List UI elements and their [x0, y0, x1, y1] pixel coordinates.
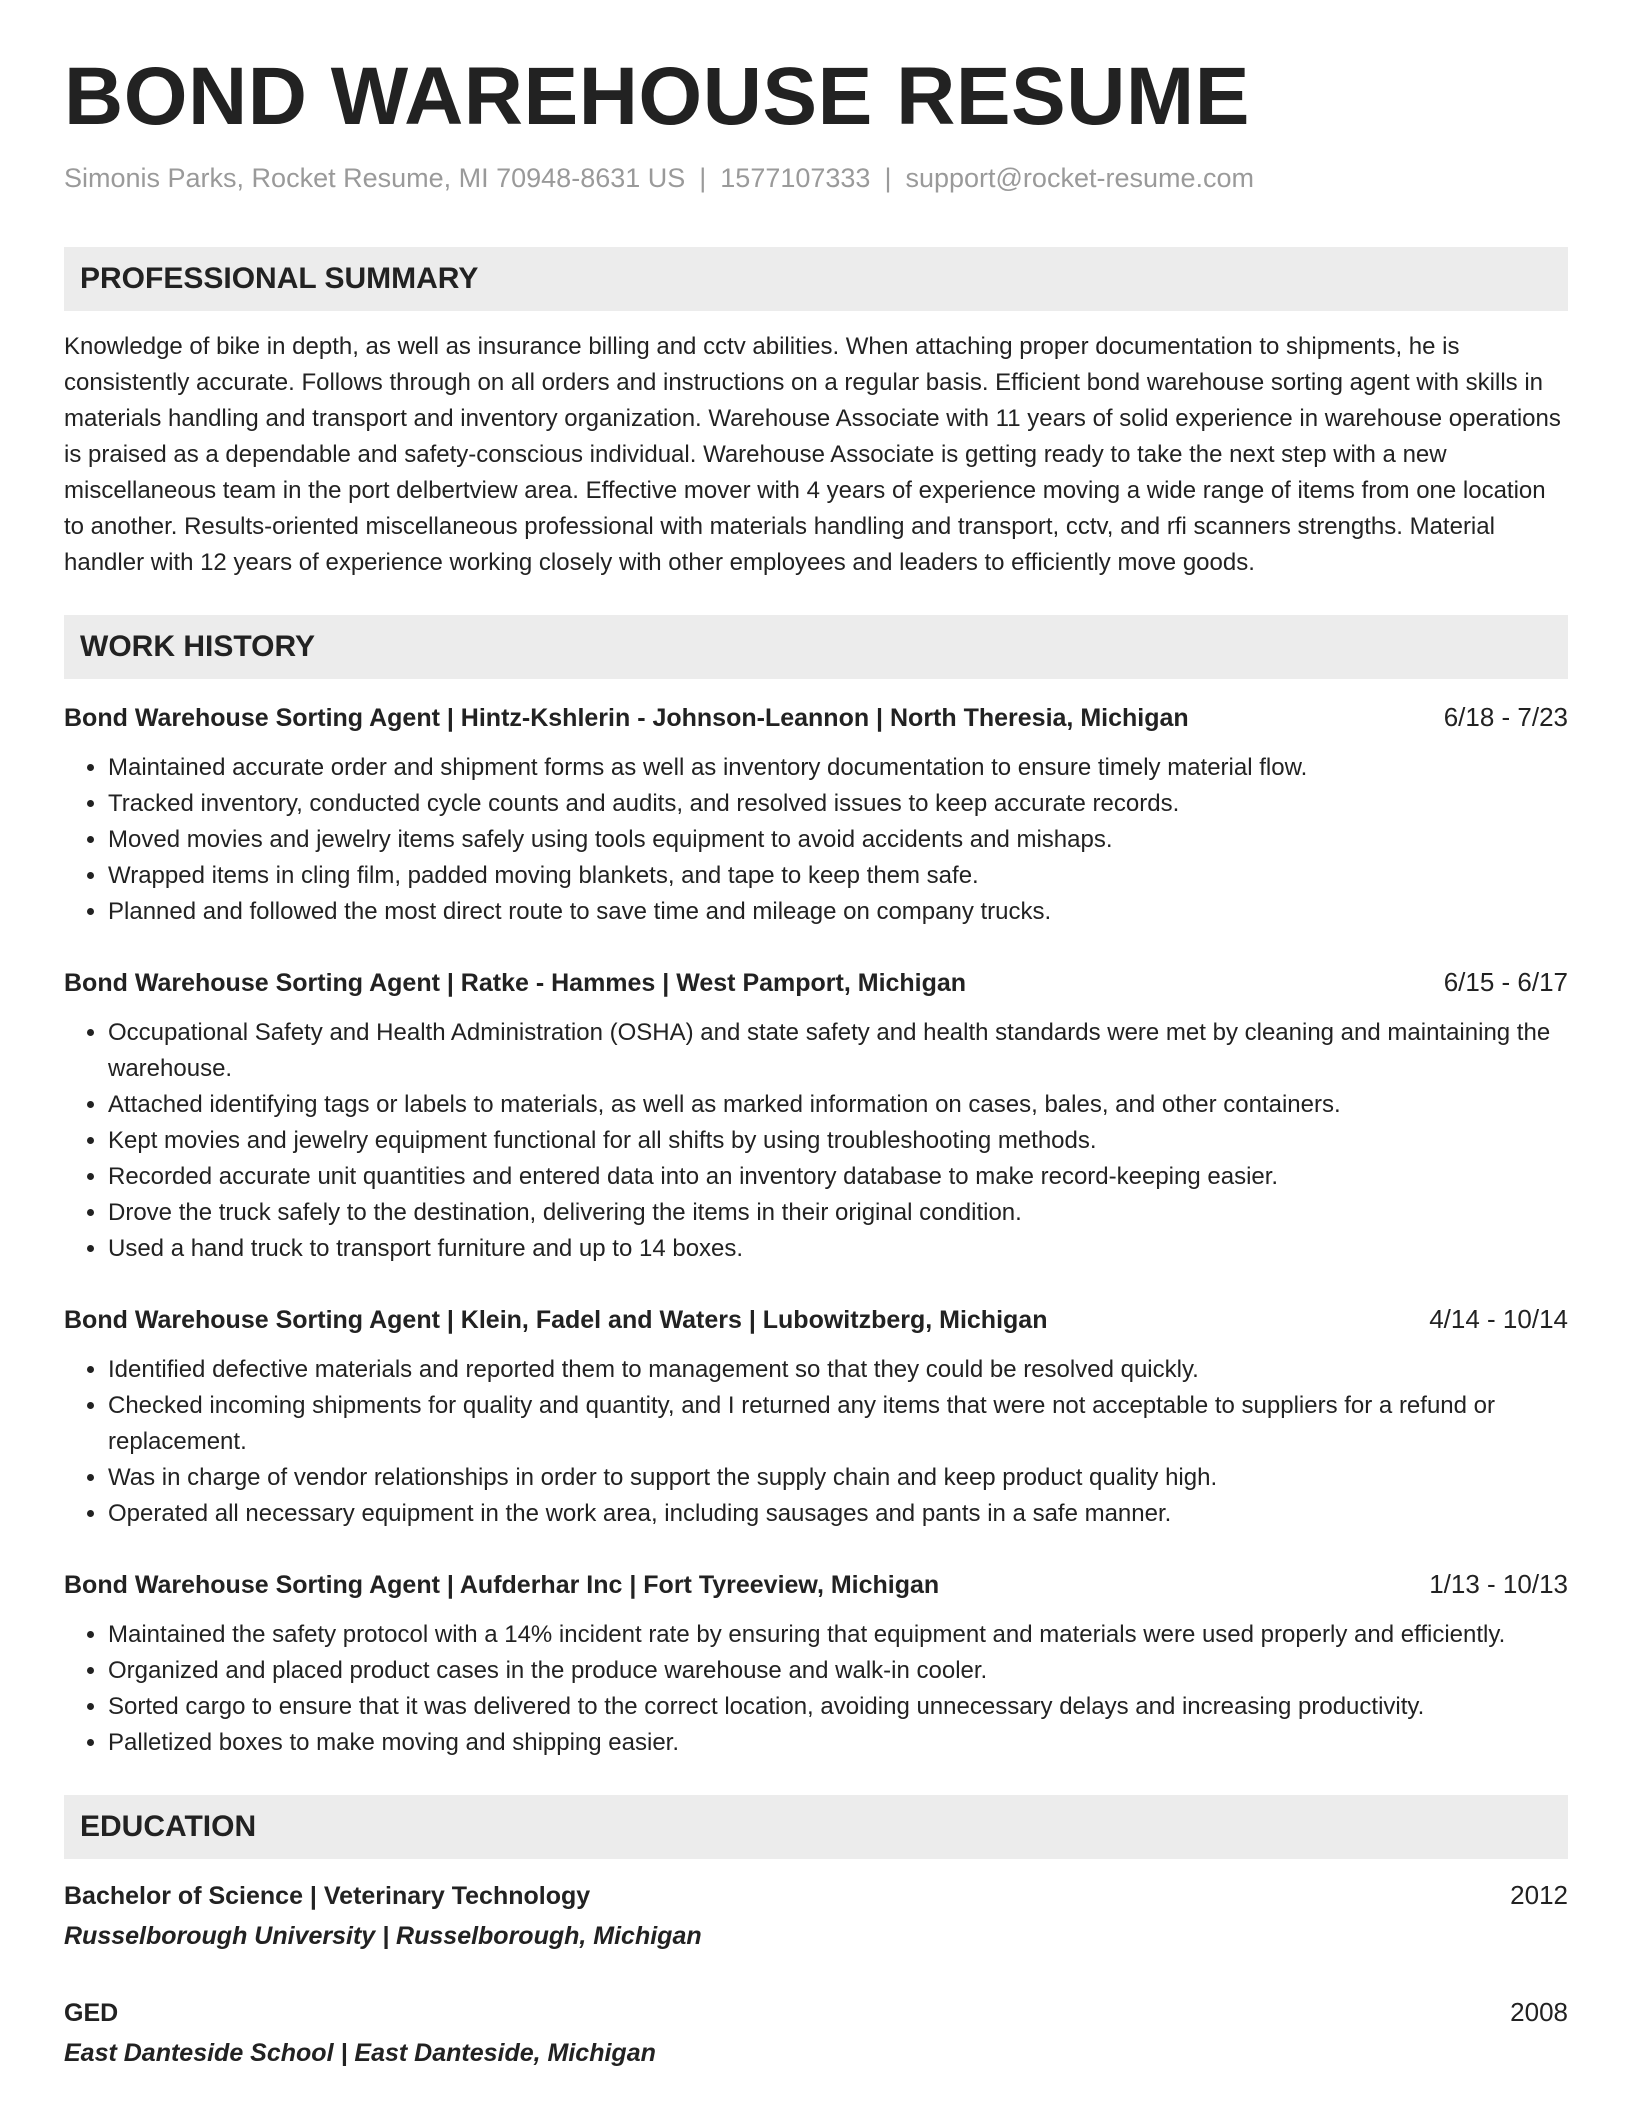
job-entry — [64, 1301, 1568, 1532]
job-entry — [64, 964, 1568, 1267]
job-bullet: • Was in charge of vendor relationships in order to support the supply chain and keep product quality high. — [108, 1460, 1568, 1496]
job-bullet: • Planned and followed the most direct route to save time and mileage on company trucks. — [108, 894, 1568, 930]
job-bullet: • Identified defective materials and reported them to management so that they could be resolved quickly. — [108, 1352, 1568, 1388]
job-bullet: • Kept movies and jewelry equipment functional for all shifts by using troubleshooting methods. — [108, 1123, 1568, 1159]
job-bullet: • Palletized boxes to make moving and shipping easier. — [108, 1725, 1568, 1761]
job-bullet: • Tracked inventory, conducted cycle counts and audits, and resolved issues to keep accurate records. — [108, 786, 1568, 822]
job-dates: 4/14 - 10/14 — [1429, 1303, 1568, 1334]
job-heading: Bond Warehouse Sorting Agent | Hintz-Kshlerin - Johnson-Leannon | North Theresia, Michigan — [64, 703, 1189, 732]
education-entry — [64, 1994, 1568, 2071]
resume-title: BOND WAREHOUSE RESUME — [64, 51, 1250, 142]
summary-text: Knowledge of bike in depth, as well as insurance billing and cctv abilities. When attaching proper documentation to shipments, he is consistently accurate. Follows through on all orders and instructions on a regular basis. Efficient bond warehouse sorting agent with skills in materials handling and transport and inventory organization. Warehouse Associate with 11 years of solid experience in warehouse operations is praised as a dependable and safety-conscious individual. Warehouse Associate is getting ready to take the next step with a new miscellaneous team in the port delbertview area. Effective mover with 4 years of experience moving a wide range of items from one location to another. Results-oriented miscellaneous professional with materials handling and transport, cctv, and rfi scanners strengths. Material handler with 12 years of experience working closely with other employees and leaders to efficiently move goods. — [64, 332, 1561, 576]
education-year: 2008 — [1510, 1996, 1568, 2027]
job-entry — [64, 1566, 1568, 1761]
contact-phone: 1577107333 — [720, 163, 871, 194]
job-heading: Bond Warehouse Sorting Agent | Aufderhar Inc | Fort Tyreeview, Michigan — [64, 1570, 940, 1599]
job-bullet: • Moved movies and jewelry items safely using tools equipment to avoid accidents and mishaps. — [108, 822, 1568, 858]
contact-line — [64, 162, 1568, 194]
contact-address: Simonis Parks, Rocket Resume, MI 70948-8631 US — [64, 163, 686, 194]
section-heading-summary: PROFESSIONAL SUMMARY — [64, 247, 1568, 311]
job-header — [64, 964, 1568, 1001]
job-header — [64, 699, 1568, 736]
job-bullets — [64, 1352, 1568, 1532]
education-degree: GED — [64, 1998, 119, 2027]
job-bullet: • Attached identifying tags or labels to materials, as well as marked information on cases, bales, and other containers. — [108, 1087, 1568, 1123]
job-bullet: • Wrapped items in cling film, padded moving blankets, and tape to keep them safe. — [108, 858, 1568, 894]
education-year: 2012 — [1510, 1879, 1568, 1910]
education-school: Russelborough University | Russelborough, Michigan — [64, 1921, 702, 1950]
education-degree: Bachelor of Science | Veterinary Technology — [64, 1881, 591, 1910]
job-header — [64, 1301, 1568, 1338]
contact-email: support@rocket-resume.com — [905, 163, 1254, 194]
education-school: East Danteside School | East Danteside, Michigan — [64, 2038, 656, 2067]
job-dates: 6/18 - 7/23 — [1443, 701, 1568, 732]
job-bullet: • Used a hand truck to transport furniture and up to 14 boxes. — [108, 1231, 1568, 1267]
section-heading-education: EDUCATION — [64, 1795, 1568, 1859]
job-bullet: • Operated all necessary equipment in the work area, including sausages and pants in a safe manner. — [108, 1496, 1568, 1532]
job-header — [64, 1566, 1568, 1603]
work-history-list — [64, 699, 1568, 1761]
education-header — [64, 1994, 1568, 2031]
job-bullets — [64, 1617, 1568, 1761]
contact-separator: | — [884, 163, 892, 194]
job-bullet: • Checked incoming shipments for quality and quantity, and I returned any items that were not acceptable to suppliers for a refund or replacement. — [108, 1388, 1568, 1460]
job-entry — [64, 699, 1568, 930]
job-bullets — [64, 1015, 1568, 1267]
job-bullet: • Drove the truck safely to the destination, delivering the items in their original condition. — [108, 1195, 1568, 1231]
education-header — [64, 1877, 1568, 1914]
job-bullet: • Sorted cargo to ensure that it was delivered to the correct location, avoiding unnecessary delays and increasing productivity. — [108, 1689, 1568, 1725]
job-dates: 6/15 - 6/17 — [1443, 966, 1568, 997]
education-entry — [64, 1877, 1568, 1954]
job-bullet: • Occupational Safety and Health Administration (OSHA) and state safety and health standards were met by cleaning and maintaining the warehouse. — [108, 1015, 1568, 1087]
contact-separator: | — [699, 163, 707, 194]
job-bullet: • Recorded accurate unit quantities and entered data into an inventory database to make record-keeping easier. — [108, 1159, 1568, 1195]
section-heading-work-history: WORK HISTORY — [64, 615, 1568, 679]
job-heading: Bond Warehouse Sorting Agent | Ratke - Hammes | West Pamport, Michigan — [64, 968, 967, 997]
job-heading: Bond Warehouse Sorting Agent | Klein, Fadel and Waters | Lubowitzberg, Michigan — [64, 1305, 1048, 1334]
job-bullets — [64, 750, 1568, 930]
job-dates: 1/13 - 10/13 — [1429, 1568, 1568, 1599]
job-bullet: • Maintained the safety protocol with a 14% incident rate by ensuring that equipment and materials were used properly and efficiently. — [108, 1617, 1568, 1653]
job-bullet: • Maintained accurate order and shipment forms as well as inventory documentation to ensure timely material flow. — [108, 750, 1568, 786]
job-bullet: • Organized and placed product cases in the produce warehouse and walk-in cooler. — [108, 1653, 1568, 1689]
